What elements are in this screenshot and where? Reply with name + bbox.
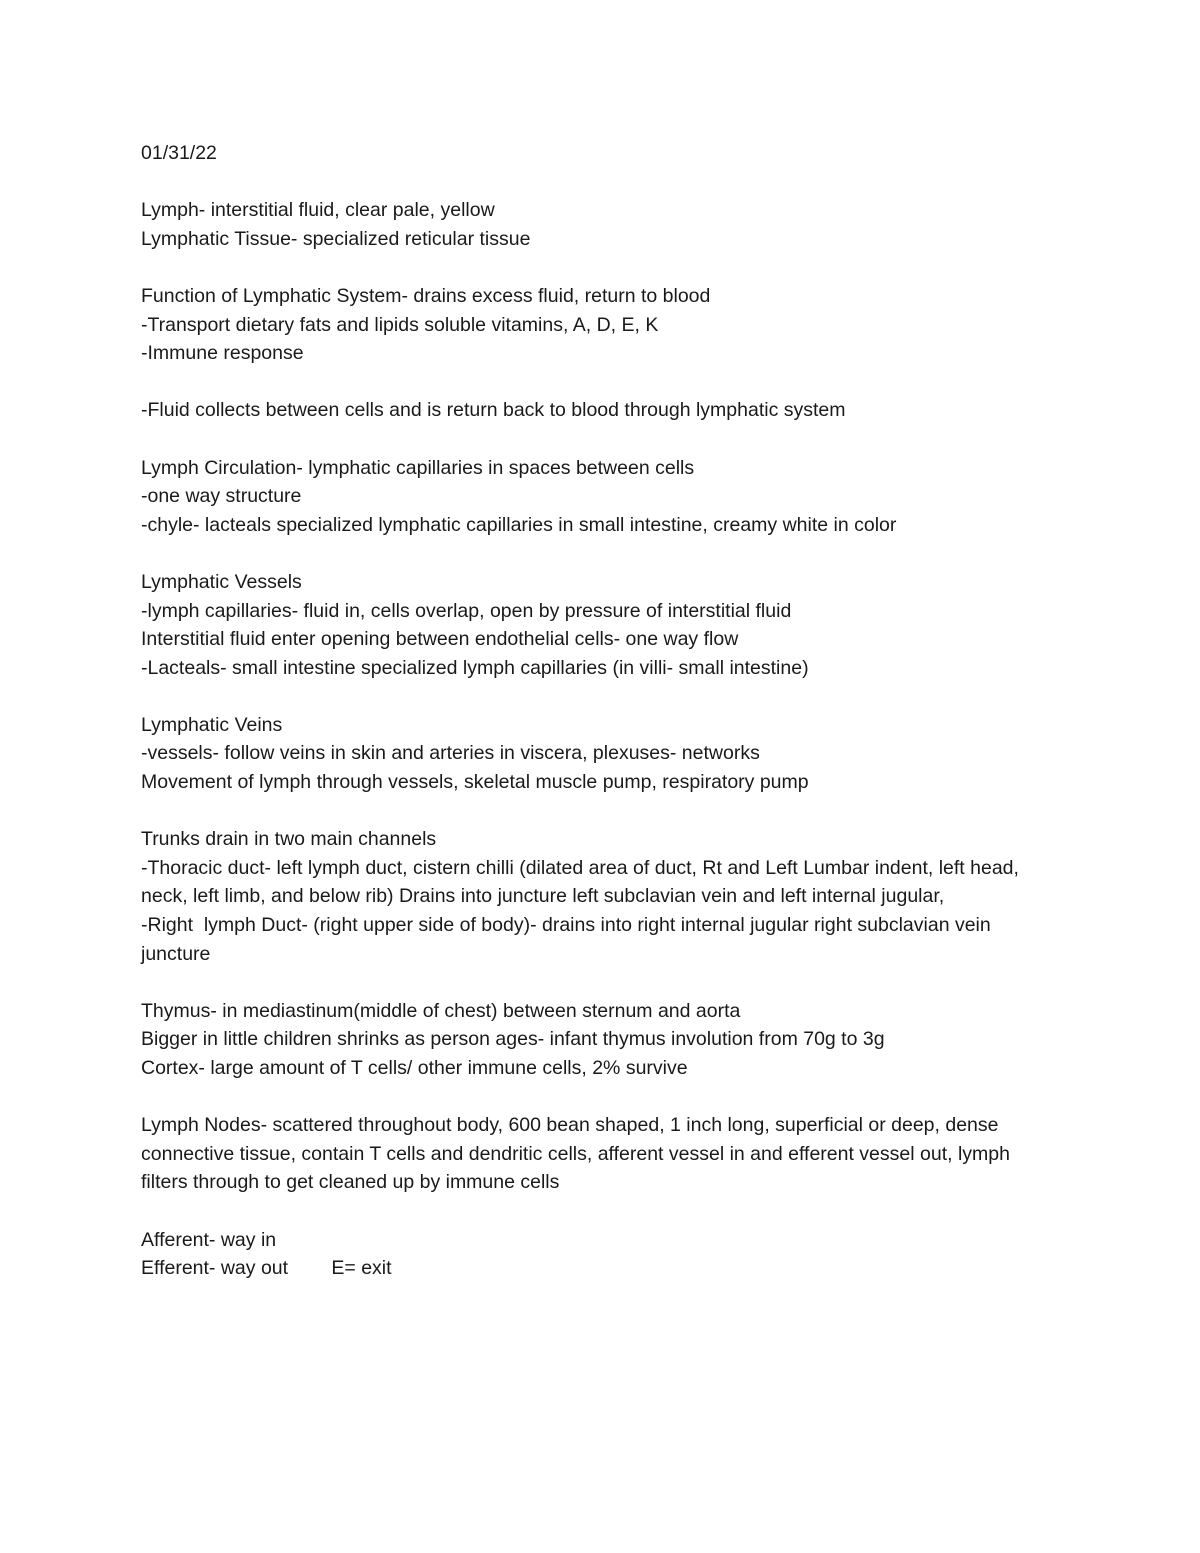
section-thymus — [141, 997, 1061, 1083]
text-line: -Transport dietary fats and lipids soluble vitamins, A, D, E, K — [141, 313, 659, 336]
text-line: Lymphatic Veins — [141, 713, 283, 736]
text-line: Trunks drain in two main channels — [141, 828, 437, 851]
text-line: Lymph Circulation- lymphatic capillaries in spaces between cells — [141, 456, 695, 479]
text-line: Lymphatic Tissue- specialized reticular tissue — [141, 227, 531, 250]
text-line: -Thoracic duct- left lymph duct, cistern chilli (dilated area of duct, Rt and Left Lumbar indent, left head, neck, left limb, and below rib) Drains into juncture left subclavian vein and left internal jugular, — [141, 856, 1025, 908]
text-line: -chyle- lacteals specialized lymphatic capillaries in small intestine, creamy white in color — [141, 513, 897, 536]
text-line: -Fluid collects between cells and is return back to blood through lymphatic system — [141, 399, 846, 422]
spacer — [141, 968, 1061, 997]
text-line: Lymph Nodes- scattered throughout body, 600 bean shaped, 1 inch long, superficial or deep, dense connective tissue, contain T cells and dendritic cells, afferent vessel in and efferent vessel out, lymph filters through to get cleaned up by immune cells — [141, 1114, 1016, 1194]
document-body — [141, 139, 1061, 1283]
text-line: -one way structure — [141, 485, 302, 508]
text-line: -Right lymph Duct- (right upper side of body)- drains into right internal jugular right subclavian vein juncture — [141, 914, 997, 965]
text-line: Interstitial fluid enter opening between endothelial cells- one way flow — [141, 628, 739, 651]
spacer — [141, 253, 1061, 282]
section-lymph-definitions — [141, 196, 1061, 253]
text-line: Function of Lymphatic System- drains excess fluid, return to blood — [141, 284, 711, 307]
text-line: Lymphatic Vessels — [141, 570, 302, 593]
text-line: -Immune response — [141, 342, 304, 365]
date-line: 01/31/22 — [141, 142, 217, 164]
section-function — [141, 282, 1061, 368]
text-line: -vessels- follow veins in skin and arteries in viscera, plexuses- networks — [141, 742, 760, 765]
text-line: Thymus- in mediastinum(middle of chest) between sternum and aorta — [141, 999, 741, 1022]
section-trunks — [141, 825, 1061, 968]
text-line: -Lacteals- small intestine specialized lymph capillaries (in villi- small intestine) — [141, 656, 809, 679]
spacer — [141, 797, 1061, 826]
section-lymph-nodes — [141, 1111, 1061, 1197]
section-lymphatic-vessels — [141, 568, 1061, 682]
text-line: Efferent- way out E= exit — [141, 1257, 392, 1280]
text-line: Movement of lymph through vessels, skeletal muscle pump, respiratory pump — [141, 771, 809, 794]
text-line: -lymph capillaries- fluid in, cells overlap, open by pressure of interstitial fluid — [141, 599, 792, 622]
spacer — [141, 368, 1061, 397]
spacer — [141, 168, 1061, 197]
spacer — [141, 682, 1061, 711]
section-afferent-efferent — [141, 1226, 1061, 1283]
spacer — [141, 425, 1061, 454]
spacer — [141, 1083, 1061, 1112]
text-line: Cortex- large amount of T cells/ other immune cells, 2% survive — [141, 1057, 688, 1079]
text-line: Bigger in little children shrinks as person ages- infant thymus involution from 70g to 3g — [141, 1028, 885, 1051]
section-lymph-circulation — [141, 454, 1061, 540]
spacer — [141, 1197, 1061, 1226]
spacer — [141, 539, 1061, 568]
text-line: Lymph- interstitial fluid, clear pale, yellow — [141, 199, 495, 222]
section-lymphatic-veins — [141, 711, 1061, 797]
section-fluid-collection — [141, 396, 1061, 425]
text-line: Afferent- way in — [141, 1228, 277, 1251]
